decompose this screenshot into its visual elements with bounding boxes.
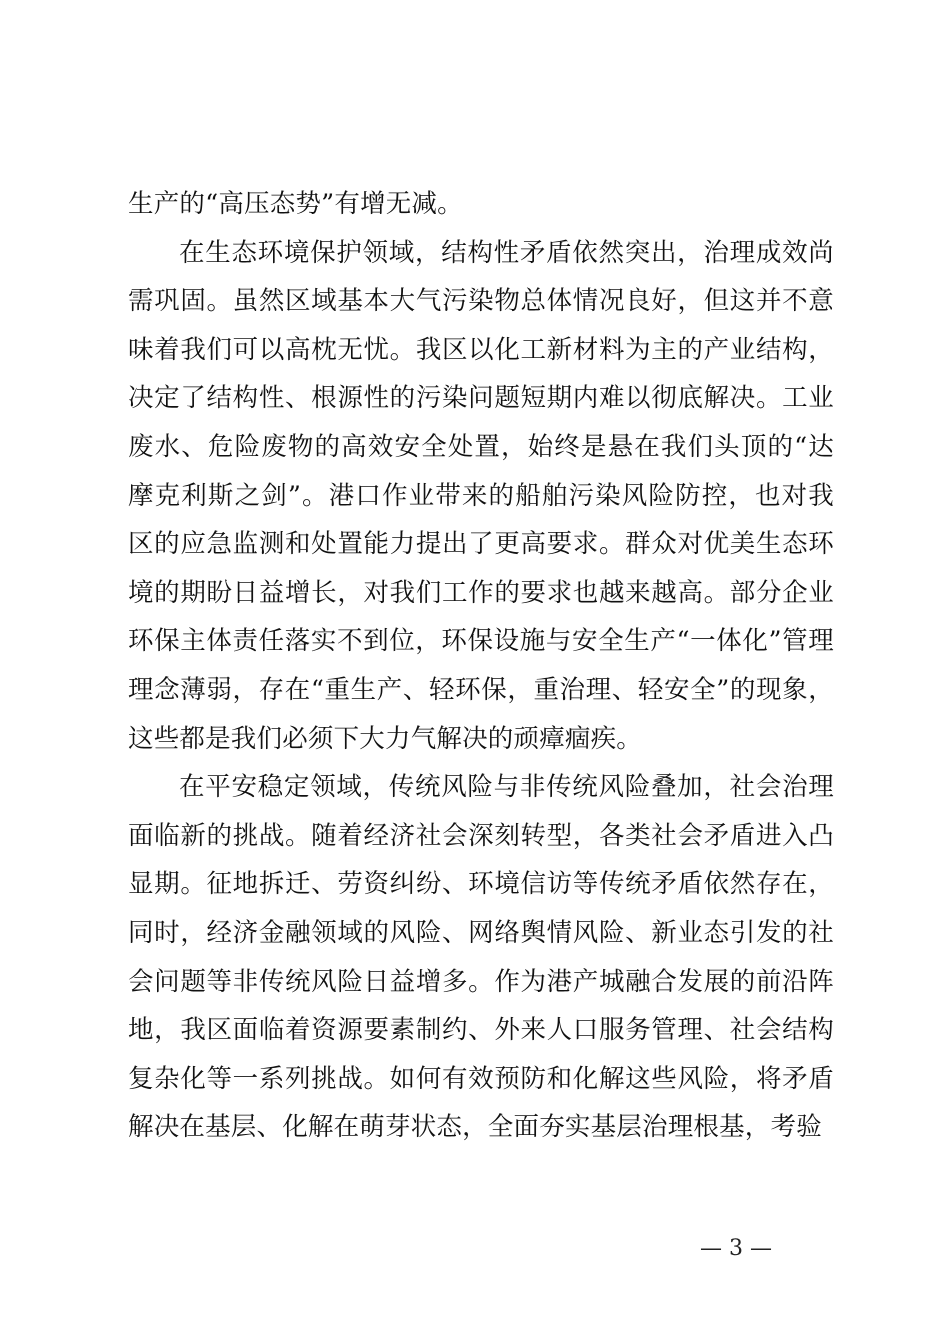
paragraph-3: 在平安稳定领域，传统风险与非传统风险叠加，社会治理面临新的挑战。随着经济社会深刻转型，各类社会矛盾进入凸显期。征地拆迁、劳资纠纷、环境信访等传统矛盾依然存在，同时，经济金融领域的风险、网络舆情风险、新业态引发的社会问题等非传统风险日益增多。作为港产城融合发展的前沿阵地，我区面临着资源要素制约、外来人口服务管理、社会结构复杂化等一系列挑战。如何有效预防和化解这些风险，将矛盾解决在基层、化解在萌芽状态，全面夯实基层治理根基，考验 xyxy=(128,772,834,1143)
paragraph-1: 生产的“高压态势”有增无减。 xyxy=(128,189,463,219)
document-body xyxy=(128,180,834,1152)
paragraph-2: 在生态环境保护领域，结构性矛盾依然突出，治理成效尚需巩固。虽然区域基本大气污染物总体情况良好，但这并不意味着我们可以高枕无忧。我区以化工新材料为主的产业结构，决定了结构性、根源性的污染问题短期内难以彻底解决。工业废水、危险废物的高效安全处置，始终是悬在我们头顶的“达摩克利斯之剑”。港口作业带来的船舶污染风险防控，也对我区的应急监测和处置能力提出了更高要求。群众对优美生态环境的期盼日益增长，对我们工作的要求也越来越高。部分企业环保主体责任落实不到位，环保设施与安全生产“一体化”管理理念薄弱，存在“重生产、轻环保，重治理、轻安全”的现象，这些都是我们必须下大力气解决的顽瘴痼疾。 xyxy=(128,237,834,754)
page-number: — 3 — xyxy=(700,1236,772,1261)
